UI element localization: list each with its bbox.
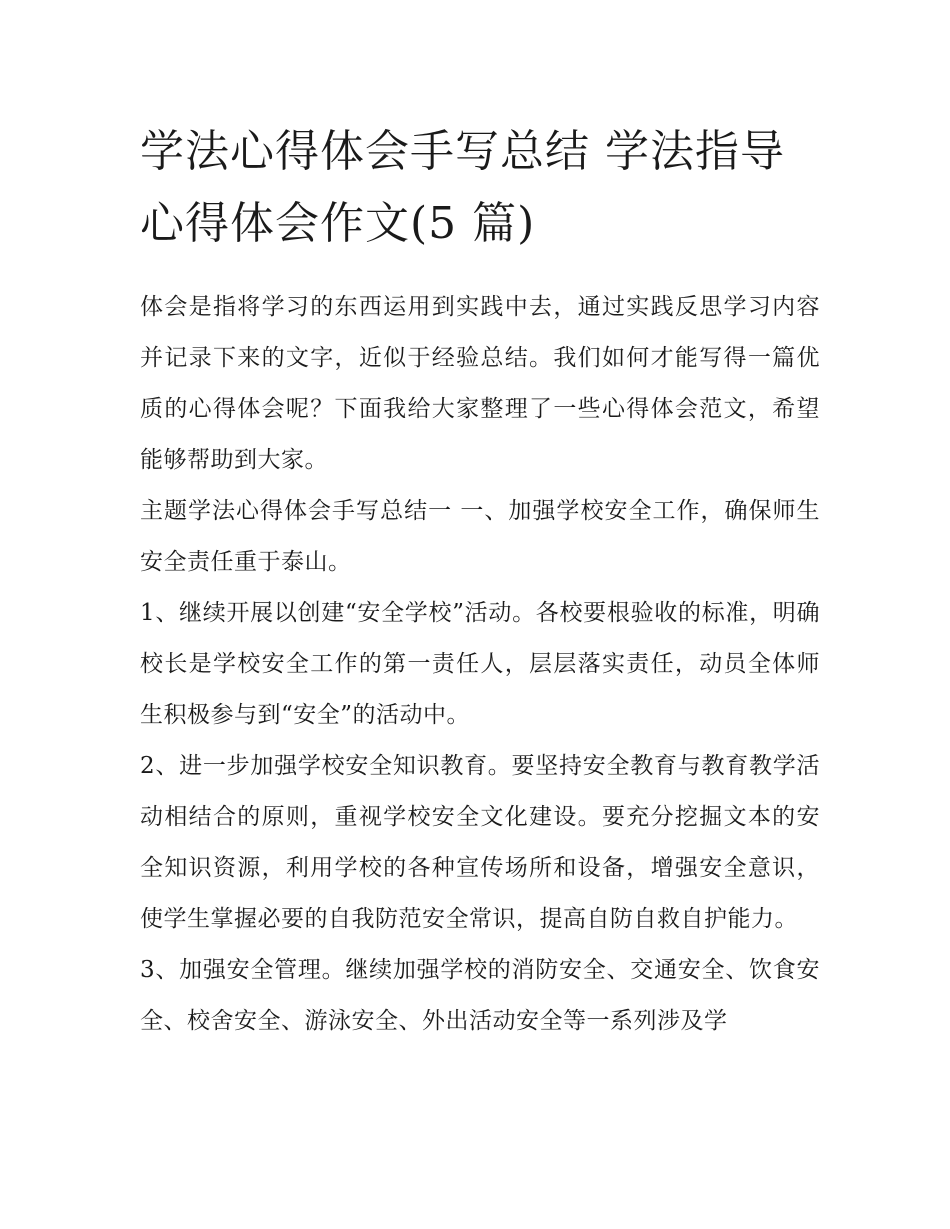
document-body — [140, 282, 820, 1047]
paragraph-item-3: 3、加强安全管理。继续加强学校的消防安全、交通安全、饮食安全、校舍安全、游泳安全、外出活动安全等一系列涉及学 — [140, 957, 820, 1034]
paragraph-intro: 体会是指将学习的东西运用到实践中去，通过实践反思学习内容并记录下来的文字，近似于经验总结。我们如何才能写得一篇优质的心得体会呢？下面我给大家整理了一些心得体会范文，希望能够帮助到大家。 — [140, 294, 820, 473]
document-title: 学法心得体会手写总结 学法指导心得体会作文(5 篇) — [140, 126, 785, 249]
paragraph-item-1: 1、继续开展以创建“安全学校”活动。各校要根验收的标准，明确校长是学校安全工作的第一责任人，层层落实责任，动员全体师生积极参与到“安全”的活动中。 — [140, 600, 820, 728]
paragraph-section-heading: 主题学法心得体会手写总结一 一、加强学校安全工作，确保师生安全责任重于泰山。 — [140, 498, 820, 575]
paragraph-item-2: 2、进一步加强学校安全知识教育。要坚持安全教育与教育教学活动相结合的原则，重视学校安全文化建设。要充分挖掘文本的安全知识资源，利用学校的各种宣传场所和设备，增强安全意识，使学生掌握必要的自我防范安全常识，提高自防自救自护能力。 — [140, 753, 820, 932]
